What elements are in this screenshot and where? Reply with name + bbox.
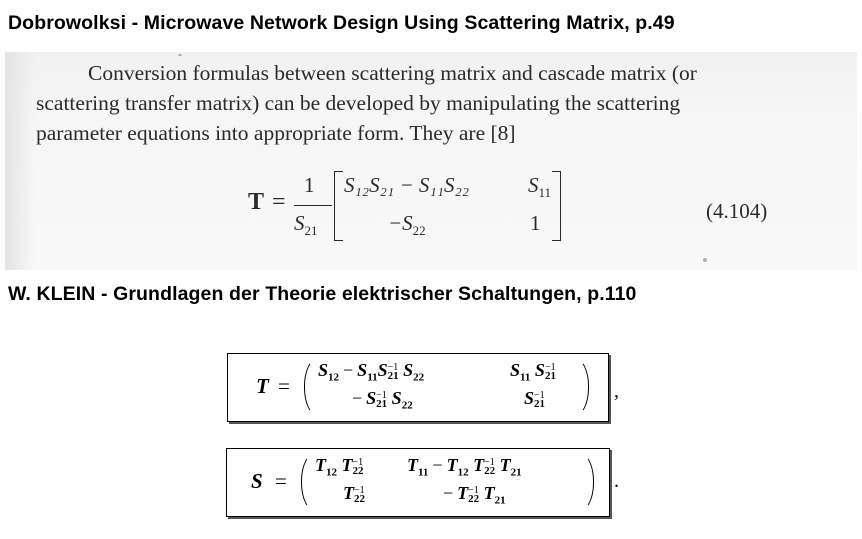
den-base: S [294,211,305,235]
sym: S [391,388,402,408]
inverse-index [468,486,479,504]
sub: 12 [457,466,469,479]
sub: 22 [468,492,480,505]
sub: 22 [354,492,365,505]
scan-paragraph [36,58,796,148]
equation-lhs: T [248,189,265,215]
sym: T [483,483,495,503]
sym: T [457,483,469,503]
sym: T [341,455,353,475]
sup: −1 [484,456,495,468]
sup: −1 [387,361,399,373]
sup: −1 [354,484,365,496]
sub: 12 [328,371,340,384]
inverse-index [534,391,545,409]
matrix-cell-22: 1 [530,211,541,235]
matrix-cell-12 [528,173,551,201]
trailing-period: . [614,470,619,492]
scan-paragraph-line: parameter equations into appropriate form. They are [8] [36,121,516,145]
sup: −1 [376,389,387,401]
inverse-index [354,486,365,504]
equals-sign: = [278,374,290,398]
m12-sub: 11 [538,185,552,201]
sub: 21 [544,369,556,382]
sub: 11 [520,371,531,384]
sym: S [377,360,388,380]
left-paren [301,453,316,511]
matrix-cell-11 [315,455,364,479]
sub: 12 [326,466,337,479]
source-title-dobrowolski: Dobrowolksi - Microwave Network Design Using Scattering Matrix, p.49 [8,12,675,34]
scan-paragraph-line: Conversion formulas between scattering matrix and cascade matrix (or [88,61,697,85]
matrix-cell-12 [510,360,556,384]
m12-base: S [528,173,539,197]
sub: 21 [387,369,399,382]
sub: 22 [352,464,364,477]
sup: −1 [352,456,364,468]
inverse-index [388,363,399,381]
matrix-cell-21 [388,211,426,239]
sup: −1 [534,389,545,401]
formula-box-s [226,448,610,517]
sup: −1 [544,361,556,373]
sub: 21 [494,494,506,507]
inverse-index [545,363,556,381]
sym: T [315,455,326,475]
m21-base: −S [388,211,413,235]
operator: − [352,388,363,408]
sup: −1 [468,484,479,496]
inverse-index [353,458,364,476]
matrix-cell-21 [348,388,413,412]
equation-number: (4.104) [706,199,768,223]
sym: T [407,455,418,475]
formula-box-t [227,353,609,422]
sub: 11 [418,466,429,479]
fraction-denominator [294,211,318,239]
matrix-cell-11: S₁₂S₂₁ − S₁₁S₂₂ [344,173,470,197]
formula-lhs: S [251,469,263,493]
sym: S [510,360,521,380]
matrix-cell-11 [318,360,424,384]
sub: 21 [376,397,388,410]
sub: 22 [484,464,496,477]
right-paren [574,358,589,416]
fraction-bar [294,205,332,206]
inverse-index [484,458,495,476]
sym: T [473,455,485,475]
trailing-comma: , [614,380,619,402]
den-sub: 21 [304,223,318,239]
right-bracket [552,171,561,241]
operator: − [343,360,354,380]
formula-lhs: T [256,374,269,398]
source-title-klein: W. KLEIN - Grundlagen der Theorie elektrischer Schaltungen, p.110 [8,283,637,305]
equals-sign: = [272,189,286,215]
scan-edge-shadow [5,52,35,270]
sym: S [534,360,545,380]
m21-sub: 22 [412,223,426,239]
sub: 21 [510,466,522,479]
scan-paragraph-line: scattering transfer matrix) can be developed by manipulating the scattering [36,91,681,115]
matrix-cell-12 [407,455,522,479]
operator: − [432,455,443,475]
sub: 21 [534,397,546,410]
sym: S [318,360,329,380]
sub: 22 [401,399,413,412]
matrix-cell-22 [439,483,506,507]
sym: S [357,360,368,380]
matrix-cell-22 [524,388,545,409]
sym: S [366,388,377,408]
left-paren [304,358,319,416]
scan-speck [178,54,182,56]
right-paren [579,453,594,511]
left-bracket [334,171,343,241]
sym: S [403,360,414,380]
fraction-numerator: 1 [304,173,315,197]
equals-sign: = [275,469,287,493]
sym: T [343,483,354,503]
scan-speck [703,258,707,262]
operator: − [443,483,454,503]
sym: S [524,388,535,408]
sym: T [446,455,458,475]
sub: 22 [413,371,425,384]
sub: 11 [367,371,378,384]
inverse-index [376,391,387,409]
sym: T [499,455,511,475]
matrix-cell-21 [343,483,365,504]
